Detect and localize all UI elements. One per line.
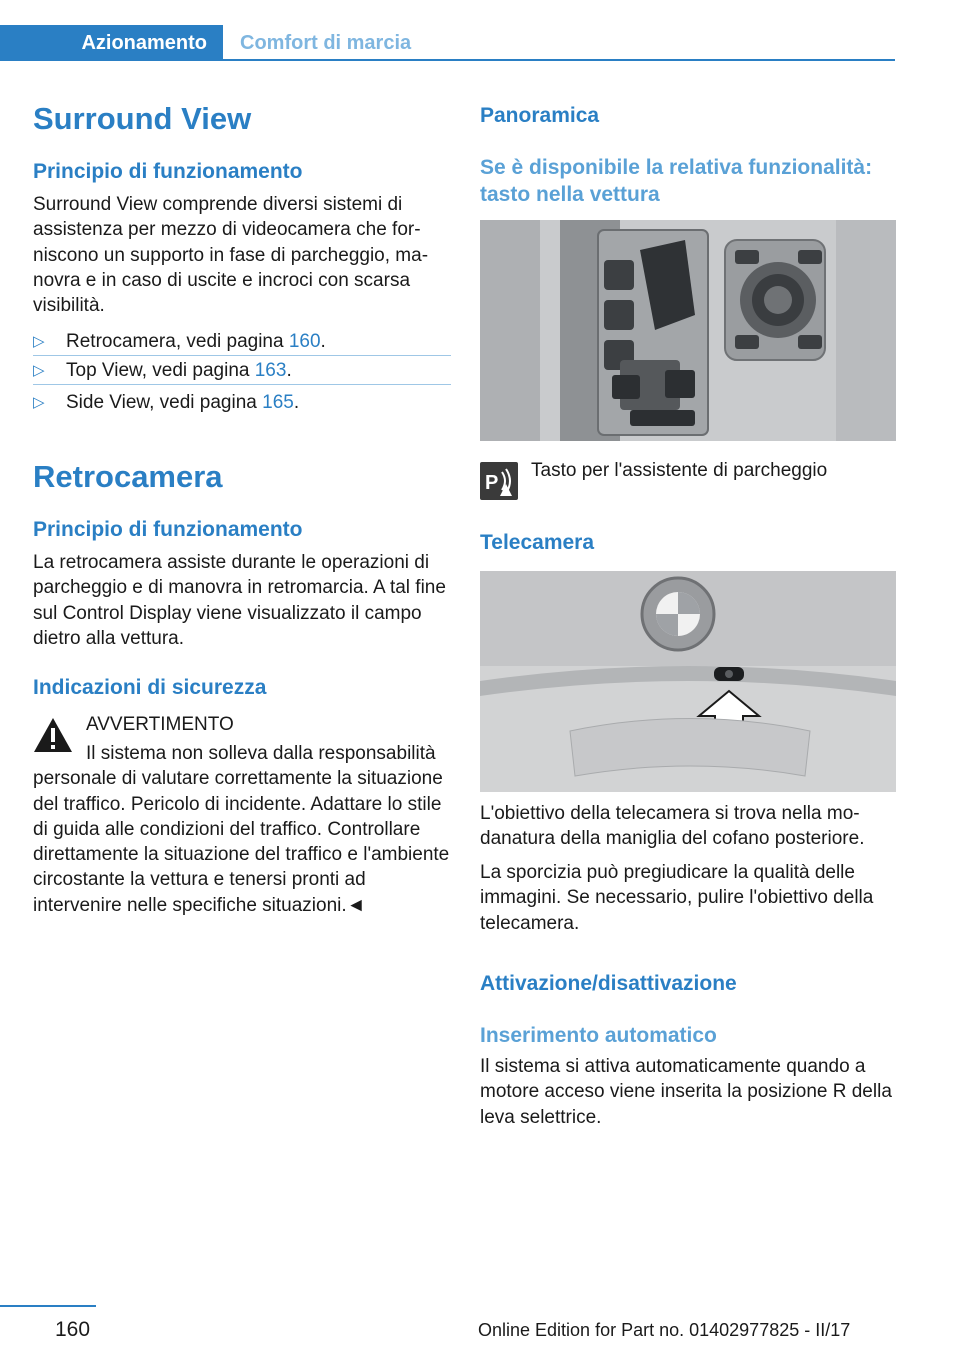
button-subheading: Se è disponibile la relativa funzionalità: tasto nella vettura <box>480 156 873 206</box>
svg-text:P: P <box>485 472 499 494</box>
bullet-triangle-icon: ▷ <box>33 362 45 379</box>
safety-heading: Indicazioni di sicurezza <box>33 676 267 699</box>
bullet-triangle-icon: ▷ <box>33 394 45 411</box>
tab-comfort-di-marcia[interactable]: Comfort di marcia <box>240 32 412 54</box>
tab-azionamento[interactable]: Azionamento <box>0 25 223 61</box>
retrocamera-title: Retrocamera <box>33 459 223 494</box>
page-number: 160 <box>55 1318 91 1341</box>
surround-description: Surround View comprende diversi sistemi di assistenza per mezzo di videocamera che forniscono un supporto in fase di parcheggio, manovra e in caso di uscite e incroci con scarsa visibilità. <box>33 194 429 317</box>
activation-heading: Attivazione/disattivazione <box>480 972 737 995</box>
retro-principle-heading: Principio di funzionamento <box>33 518 303 541</box>
bullet-divider <box>33 384 451 385</box>
surround-principle-heading: Principio di funzionamento <box>33 160 303 183</box>
rear-camera-photo <box>480 571 896 792</box>
button-caption: Tasto per l'assistente di parcheggio <box>531 460 828 481</box>
telecamera-heading: Telecamera <box>480 531 595 554</box>
edition-note: Online Edition for Part no. 01402977825 - II/17 <box>478 1320 851 1340</box>
header-rule <box>0 59 895 61</box>
header-tabs <box>0 25 895 61</box>
camera-dirt-text: La sporcizia può pregiudicare la qualità delle immagini. Se necessario, pulire l'obiettivo della telecamera. <box>480 862 874 934</box>
bullet-divider <box>33 355 451 356</box>
warning-text: Il sistema non solleva dalla responsabilità personale di valutare correttamente la situazione del traffico. Pericolo di incidente. Adattare lo stile di guida alle condizioni del traffico. Controllare direttamente la situazione del traffico e l'ambiente circostante la vettura e tenersi pronti ad intervenire nelle specifiche situazioni.◄ <box>33 743 450 916</box>
link-page-160[interactable]: 160 <box>288 331 321 352</box>
retro-description: La retrocamera assiste durante le operazioni di parcheggio e di manovra in retromarcia. A tal fine sul Control Display viene visualizzato il campo dietro alla vettura. <box>33 552 446 649</box>
auto-activation-text: Il sistema si attiva automaticamente quando a motore acceso viene inserita la posizione R della leva selettrice. <box>480 1056 892 1128</box>
link-page-165[interactable]: 165 <box>262 392 294 413</box>
surround-view-title: Surround View <box>33 101 252 136</box>
footer-rule <box>0 1305 96 1307</box>
camera-location-text: L'obiettivo della telecamera si trova nella modanatura della maniglia del cofano posteriore. <box>480 803 865 850</box>
park-assist-icon <box>480 462 518 500</box>
link-page-163[interactable]: 163 <box>254 360 287 381</box>
center-console-photo <box>480 220 896 441</box>
auto-activation-subheading: Inserimento automatico <box>480 1024 717 1047</box>
bullet-triangle-icon: ▷ <box>33 333 45 350</box>
warning-label: AVVERTIMENTO <box>86 714 234 735</box>
panoramica-heading: Panoramica <box>480 104 600 127</box>
